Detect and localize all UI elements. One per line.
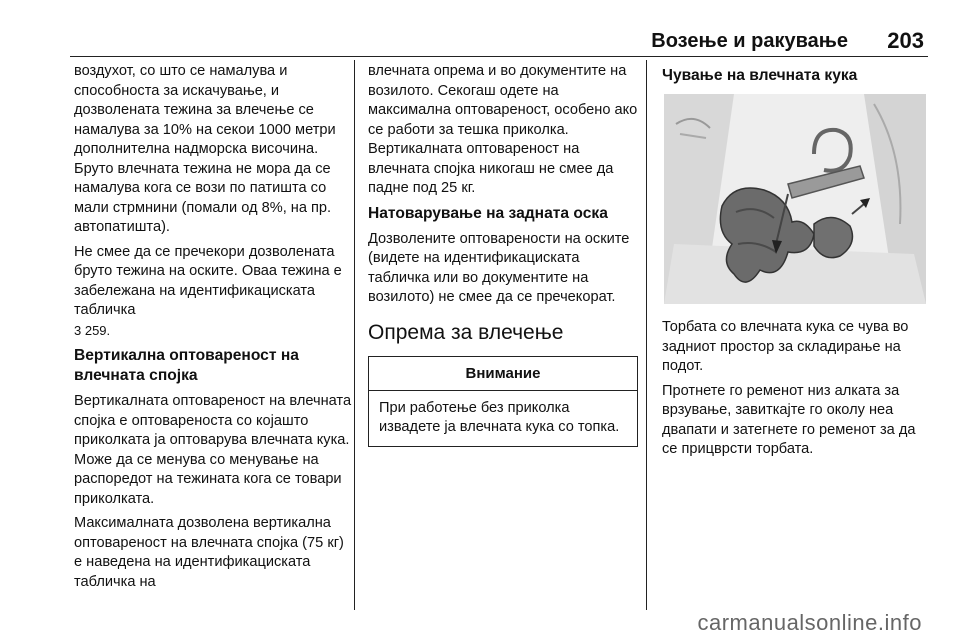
tow-hook-bag-illustration <box>664 94 926 304</box>
watermark-text: carmanualsonline.info <box>697 610 922 635</box>
paragraph-axle-limits: Дозволените оптоварености на оските (видете на идентификациската табличка или во документите на возилото) не смее да се пречекорат. <box>368 230 630 305</box>
column-3 <box>662 62 930 465</box>
column-divider-1 <box>354 60 355 610</box>
column-1 <box>74 62 352 597</box>
paragraph-documents: влечната опрема и во документите на возилото. Секогаш одете на максимална оптовареност, особено ако се работи за тешка приколка. Вертикалната оптовареност на влечната спојка никогаш не смее да падне под 25 кг. <box>368 63 638 196</box>
axle-weight-text: Не смее да се пречекори дозволената бруто тежина на оските. Оваа тежина е забележана на идентификациската табличка <box>74 243 342 318</box>
column-2 <box>368 62 638 447</box>
warning-body <box>369 391 637 446</box>
header-rule <box>70 56 928 57</box>
heading-tow-hook-storage: Чување на влечната кука <box>662 67 858 84</box>
paragraph-altitude: воздухот, со што се намалува и способноста за искачување, и дозволената тежина за влечење се намалува за 10% на секои 1000 метри дополнителна надморска височина. Бруто влечната тежина не мора да се намалува кога се вози по патишта со мали стрмнини (помали од 8%, на пр. автопатишта). <box>74 63 336 235</box>
warning-title: Внимание <box>369 357 637 391</box>
paragraph-bag-location: Торбата со влечната кука се чува во задниот простор за складирање на подот. <box>662 319 909 374</box>
page-header <box>70 26 928 58</box>
paragraph-strap-instructions: Протнете го ременот низ алката за врзување, завиткајте го околу неа двапати и затегнете го ременот за да се прицврсти торбата. <box>662 382 916 457</box>
column-divider-2 <box>646 60 647 610</box>
section-title: Возење и ракување <box>651 30 848 52</box>
paragraph-vertical-load: Вертикалната оптовареност на влечната спојка е оптоварeноста со којашто приколката ја оптоварува влечната кука. Може да се менува со менување на распоредот на тежината кога се товари приколката. <box>74 393 352 507</box>
page-number: 203 <box>887 28 924 53</box>
paragraph-axle-weight <box>74 243 352 342</box>
heading-vertical-load: Вертикална оптовареност на влечната спојка <box>74 347 299 384</box>
page-reference-link[interactable]: 3 259. <box>74 322 111 338</box>
warning-box <box>368 356 638 447</box>
heading-towing-equipment: Опрема за влечење <box>368 320 564 344</box>
tow-hook-bag-drawing <box>664 94 926 304</box>
paragraph-max-vertical-load: Максималната дозволена вертикална оптовареност на влечната спојка (75 кг) е наведена на идентификациската табличка на <box>74 515 344 590</box>
heading-rear-axle: Натоварување на задната оска <box>368 204 608 222</box>
warning-text: При работење без приколка извадете ја влечната кука со топка. <box>379 399 620 435</box>
